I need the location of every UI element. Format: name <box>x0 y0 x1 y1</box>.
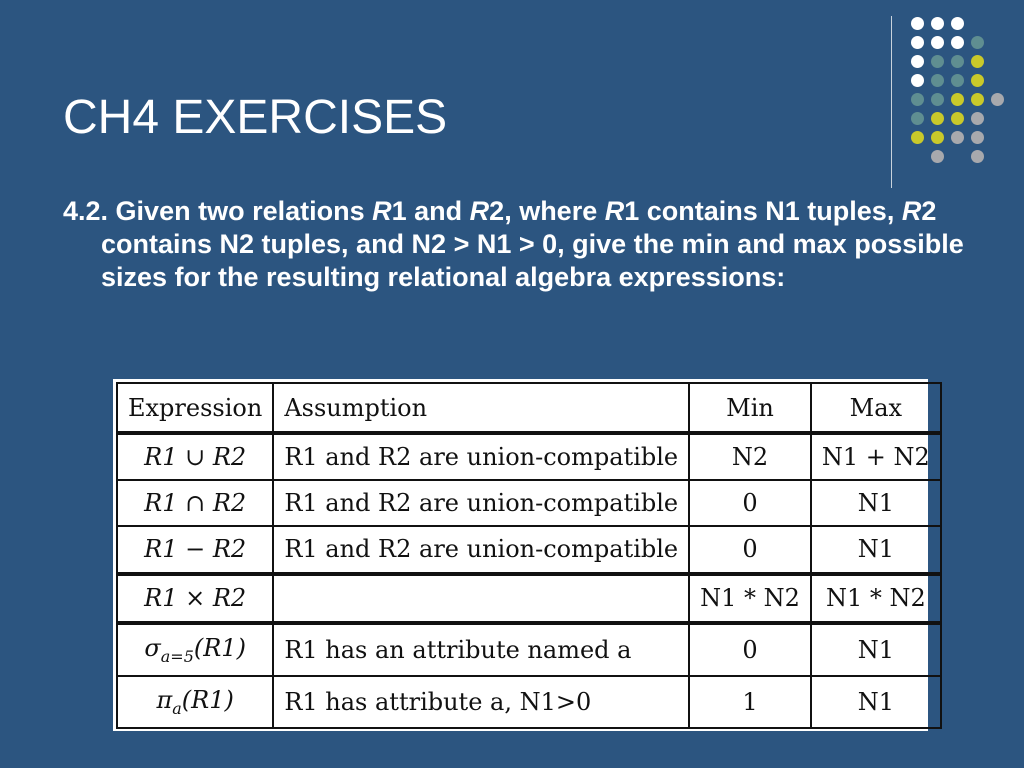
decor-dot <box>911 74 924 87</box>
project-argument: (R1) <box>181 685 234 714</box>
decor-dot <box>911 131 924 144</box>
cell-max: N1 + N2 <box>811 433 941 480</box>
cell-min: 0 <box>689 480 811 526</box>
decor-dot <box>931 55 944 68</box>
table-row <box>117 574 941 623</box>
decor-dot <box>971 93 984 106</box>
decor-dot <box>971 36 984 49</box>
cell-assumption: R1 has an attribute named a <box>273 623 689 676</box>
decor-dot <box>931 131 944 144</box>
cell-max: N1 <box>811 526 941 573</box>
header-assumption: Assumption <box>273 383 689 433</box>
decor-dot <box>951 112 964 125</box>
cell-assumption <box>273 574 689 623</box>
cell-expression <box>117 623 273 676</box>
slide-title: CH4 EXERCISES <box>63 91 448 144</box>
relational-algebra-table <box>116 382 942 729</box>
decor-dot <box>931 17 944 30</box>
decor-dot <box>971 74 984 87</box>
decor-dot <box>951 17 964 30</box>
decor-dot <box>951 36 964 49</box>
decor-dot <box>971 112 984 125</box>
vertical-divider <box>891 16 892 188</box>
decor-dot <box>971 150 984 163</box>
table-row <box>117 433 941 480</box>
decor-dot <box>931 74 944 87</box>
decor-dot <box>951 74 964 87</box>
table-image-frame <box>113 379 928 731</box>
header-min: Min <box>689 383 811 433</box>
cell-expression: R1 ∪ R2 <box>117 433 273 480</box>
cell-assumption: R1 and R2 are union-compatible <box>273 433 689 480</box>
cell-min: 1 <box>689 676 811 728</box>
select-argument: (R1) <box>193 633 246 662</box>
decor-dot <box>931 112 944 125</box>
decor-dot <box>971 131 984 144</box>
table-row <box>117 676 941 728</box>
cell-expression <box>117 676 273 728</box>
table-row <box>117 623 941 676</box>
project-symbol: π <box>156 685 173 714</box>
decor-dot <box>971 55 984 68</box>
decor-dot <box>911 17 924 30</box>
decor-dot <box>911 112 924 125</box>
decor-dot <box>951 131 964 144</box>
decor-dot <box>991 93 1004 106</box>
table-row <box>117 526 941 573</box>
cell-expression: R1 − R2 <box>117 526 273 573</box>
cell-min: 0 <box>689 623 811 676</box>
decor-dot <box>911 93 924 106</box>
cell-max: N1 <box>811 623 941 676</box>
decor-dot <box>911 55 924 68</box>
decor-dot <box>931 150 944 163</box>
decor-dot <box>951 55 964 68</box>
decor-dot <box>911 36 924 49</box>
table-row <box>117 480 941 526</box>
cell-max: N1 <box>811 480 941 526</box>
cell-assumption: R1 and R2 are union-compatible <box>273 526 689 573</box>
header-expression: Expression <box>117 383 273 433</box>
select-condition: a=5 <box>160 646 194 666</box>
decor-dot <box>951 93 964 106</box>
exercise-question: 4.2. Given two relations R1 and R2, where R1 contains N1 tuples, R2 contains N2 tuples, and N2 > N1 > 0, give the min and max possible sizes for the resulting relational algebra expressions: <box>63 196 964 292</box>
header-max: Max <box>811 383 941 433</box>
cell-assumption: R1 and R2 are union-compatible <box>273 480 689 526</box>
project-attribute: a <box>172 698 182 718</box>
table-header-row <box>117 383 941 433</box>
cell-min: N1 * N2 <box>689 574 811 623</box>
cell-min: 0 <box>689 526 811 573</box>
cell-expression: R1 ∩ R2 <box>117 480 273 526</box>
exercise-number: 4.2. <box>63 196 109 226</box>
cell-min: N2 <box>689 433 811 480</box>
cell-max: N1 * N2 <box>811 574 941 623</box>
decor-dot <box>931 93 944 106</box>
cell-assumption: R1 has attribute a, N1>0 <box>273 676 689 728</box>
cell-expression: R1 × R2 <box>117 574 273 623</box>
cell-max: N1 <box>811 676 941 728</box>
decor-dot <box>931 36 944 49</box>
select-symbol: σ <box>144 633 161 662</box>
